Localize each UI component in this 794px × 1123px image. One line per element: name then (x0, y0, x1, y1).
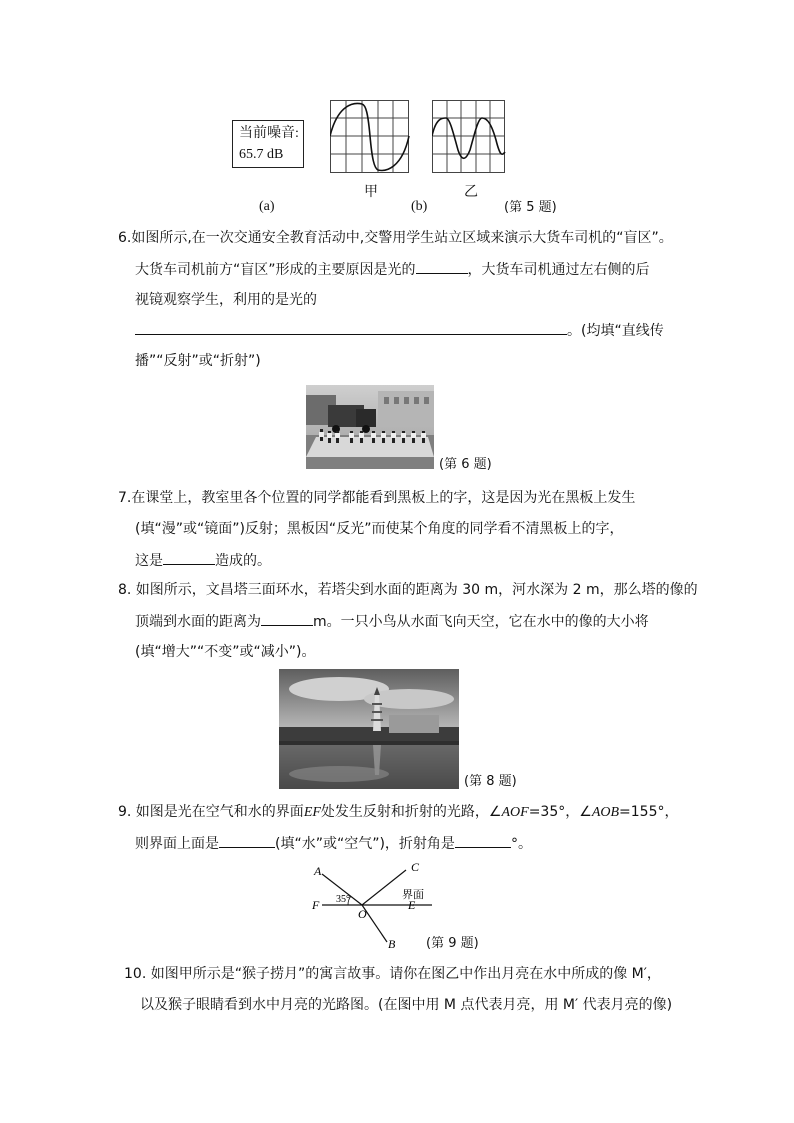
q10-line2: 以及猴子眼睛看到水中月亮的光路图。(在图中用 M 点代表月亮，用 M′ 代表月亮的像) (140, 997, 673, 1013)
q9-line1-c: =35°，∠ (528, 804, 592, 820)
q7-line3 (135, 550, 271, 571)
q6-line3: 视镜观察学生，利用的是光的 (135, 292, 317, 308)
q9-line2-a: 则界面上面是 (135, 836, 219, 852)
caption-8: (第 8 题) (464, 774, 517, 789)
q7-line2: (填“漫”或“镜面”)反射；黑板因“反光”而使某个角度的同学看不清黑板上的字， (135, 521, 624, 537)
q9-line1-d: =155°， (619, 804, 679, 820)
truck-blind-spot-photo (306, 385, 434, 469)
q8-line2 (135, 611, 649, 632)
point-c: C (411, 860, 420, 874)
caption-5: (第 5 题) (504, 200, 557, 215)
waveform-jia (330, 100, 410, 174)
q9-line1-a: 9. 如图是光在空气和水的界面 (118, 804, 304, 820)
answer-blank[interactable] (416, 259, 468, 274)
q6-line1: 6.如图所示,在一次交通安全教育活动中,交警用学生站立区域来演示大货车司机的“盲区”。 (118, 230, 673, 246)
answer-blank[interactable] (455, 833, 511, 848)
label-a: (a) (259, 199, 275, 214)
angle-label: 35° (336, 894, 350, 905)
q8-line3: (填“增大”“不变”或“减小”)。 (135, 644, 316, 660)
q9-aob: AOB (591, 805, 620, 820)
point-a: A (314, 864, 322, 878)
point-o: O (358, 907, 367, 921)
answer-blank[interactable] (135, 320, 567, 335)
q9-line2-c: °。 (510, 836, 532, 852)
reflected-ray-oc (362, 870, 406, 905)
point-f: F (312, 898, 320, 912)
q9-ef: EF (303, 805, 321, 820)
q10-line1: 10. 如图甲所示是“猴子捞月”的寓言故事。请你在图乙中作出月亮在水中所成的像 M′， (124, 966, 661, 982)
q9-line1-b: 处发生反射和折射的光路，∠ (320, 804, 502, 820)
q6-line4-b: 。(均填“直线传 (567, 323, 664, 339)
q8-line1: 8. 如图所示，文昌塔三面环水，若塔尖到水面的距离为 30 m，河水深为 2 m，那么塔的像的 (118, 582, 698, 598)
answer-blank[interactable] (261, 611, 313, 626)
waveform-yi (432, 100, 506, 174)
label-b: (b) (411, 199, 428, 214)
wenchang-tower-photo (279, 669, 459, 789)
q6-line5: 播”“反射”或“折射”) (135, 353, 261, 369)
caption-9: (第 9 题) (426, 936, 479, 951)
q6-line4 (135, 320, 664, 341)
caption-6: (第 6 题) (439, 457, 492, 472)
q7-line3-b: 造成的。 (215, 553, 271, 569)
q9-line1 (118, 802, 678, 823)
noise-display (232, 120, 304, 168)
point-b: B (388, 937, 396, 951)
noise-label: 当前噪音: (239, 126, 299, 141)
answer-blank[interactable] (163, 550, 215, 565)
q9-line2-b: (填“水”或“空气”)，折射角是 (275, 836, 455, 852)
q8-line2-b: m。一只小鸟从水面飞向天空，它在水中的像的大小将 (313, 614, 649, 630)
label-jia: 甲 (364, 184, 378, 200)
label-yi: 乙 (464, 184, 478, 200)
noise-value: 65.7 dB (239, 147, 284, 162)
point-e: E (408, 898, 416, 912)
q7-line3-a: 这是 (135, 553, 163, 569)
light-path-diagram (300, 856, 440, 952)
answer-blank[interactable] (219, 833, 275, 848)
q9-line2 (135, 833, 532, 854)
q7-line1: 7.在课堂上，教室里各个位置的同学都能看到黑板上的字，这是因为光在黑板上发生 (118, 490, 636, 506)
q8-line2-a: 顶端到水面的距离为 (135, 614, 261, 630)
interface-label: 界面 (402, 888, 424, 901)
q6-line2-b: ，大货车司机通过左右侧的后 (467, 262, 650, 278)
q9-aof: AOF (501, 805, 529, 820)
q6-line2-a: 大货车司机前方“盲区”形成的主要原因是光的 (135, 262, 416, 278)
q6-line2 (135, 259, 650, 280)
